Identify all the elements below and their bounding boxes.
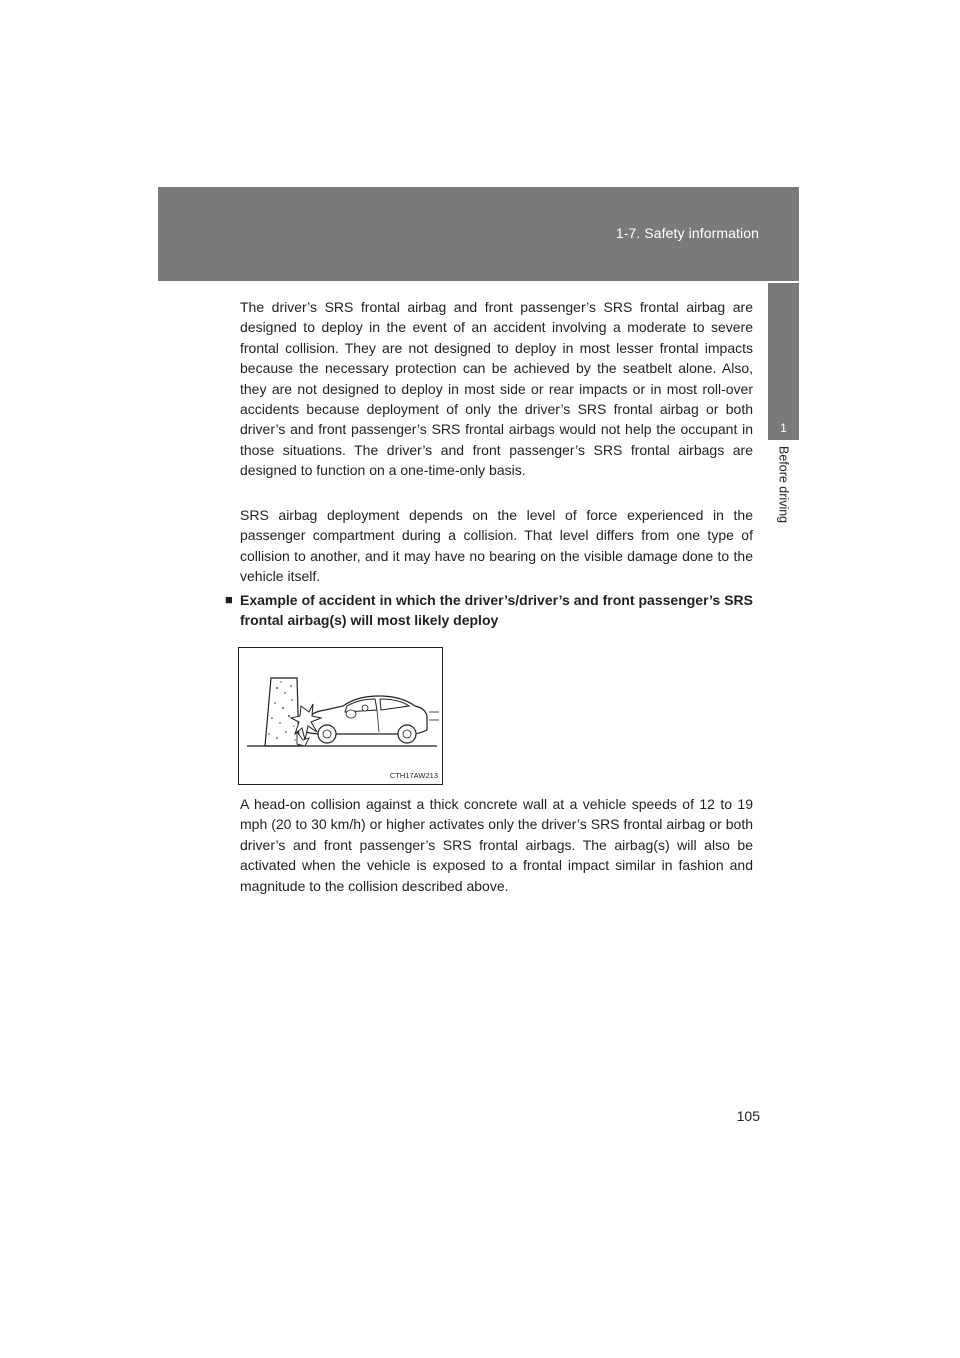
paragraph-deployment-force: SRS airbag deployment depends on the level of force experienced in the passenger compartment during a collision. That level differs from one type of collision to another, and it may have no bearing on the visible damage done to the vehicle itself. xyxy=(240,507,753,585)
collision-illustration xyxy=(238,647,443,785)
deployed-airbag xyxy=(346,710,356,718)
chapter-number: 1 xyxy=(780,421,787,435)
heading-text: Example of accident in which the driver’s/driver’s and front passenger’s SRS frontal airbag(s) will most likely deploy xyxy=(240,592,753,629)
paragraph-head-on-collision: A head-on collision against a thick concrete wall at a vehicle speeds of 12 to 19 mph (20 to 30 km/h) or higher activates only the driver’s SRS frontal airbag or both driver’s and front passenger’s SRS frontal airbags. The airbag(s) will also be activated when the vehicle is exposed to a frontal impact similar in fashion and magnitude to the collision described above. xyxy=(240,796,753,894)
header-band xyxy=(158,187,799,281)
chapter-label: Before driving xyxy=(776,446,791,524)
page-number: 105 xyxy=(736,1108,760,1124)
section-title: 1-7. Safety information xyxy=(615,225,759,241)
concrete-wall xyxy=(265,678,299,746)
car-hitting-wall-drawing xyxy=(239,648,442,784)
chapter-tab xyxy=(768,283,799,440)
heading-square-marker: ■ xyxy=(225,592,233,607)
chapter-label-area xyxy=(768,440,799,590)
section-heading xyxy=(225,590,753,631)
paragraph-airbag-deployment: The driver’s SRS frontal airbag and front passenger’s SRS frontal airbag are designed to deploy in the event of an accident involving a moderate to severe frontal collision. They are not designed to deploy in most lesser frontal impacts because the necessary protection can be achieved by the seatbelt alone. Also, they are not designed to deploy in most side or rear impacts or in most roll-over accidents because deployment of only the driver’s SRS frontal airbag or both driver’s and front passenger’s SRS frontal airbags would not help the occupant in those situations. The driver’s and front passenger’s SRS frontal airbags are designed to function on a one-time-only basis. xyxy=(240,299,753,479)
figure-code: CTH17AW213 xyxy=(389,771,438,780)
driver-head xyxy=(362,705,368,711)
